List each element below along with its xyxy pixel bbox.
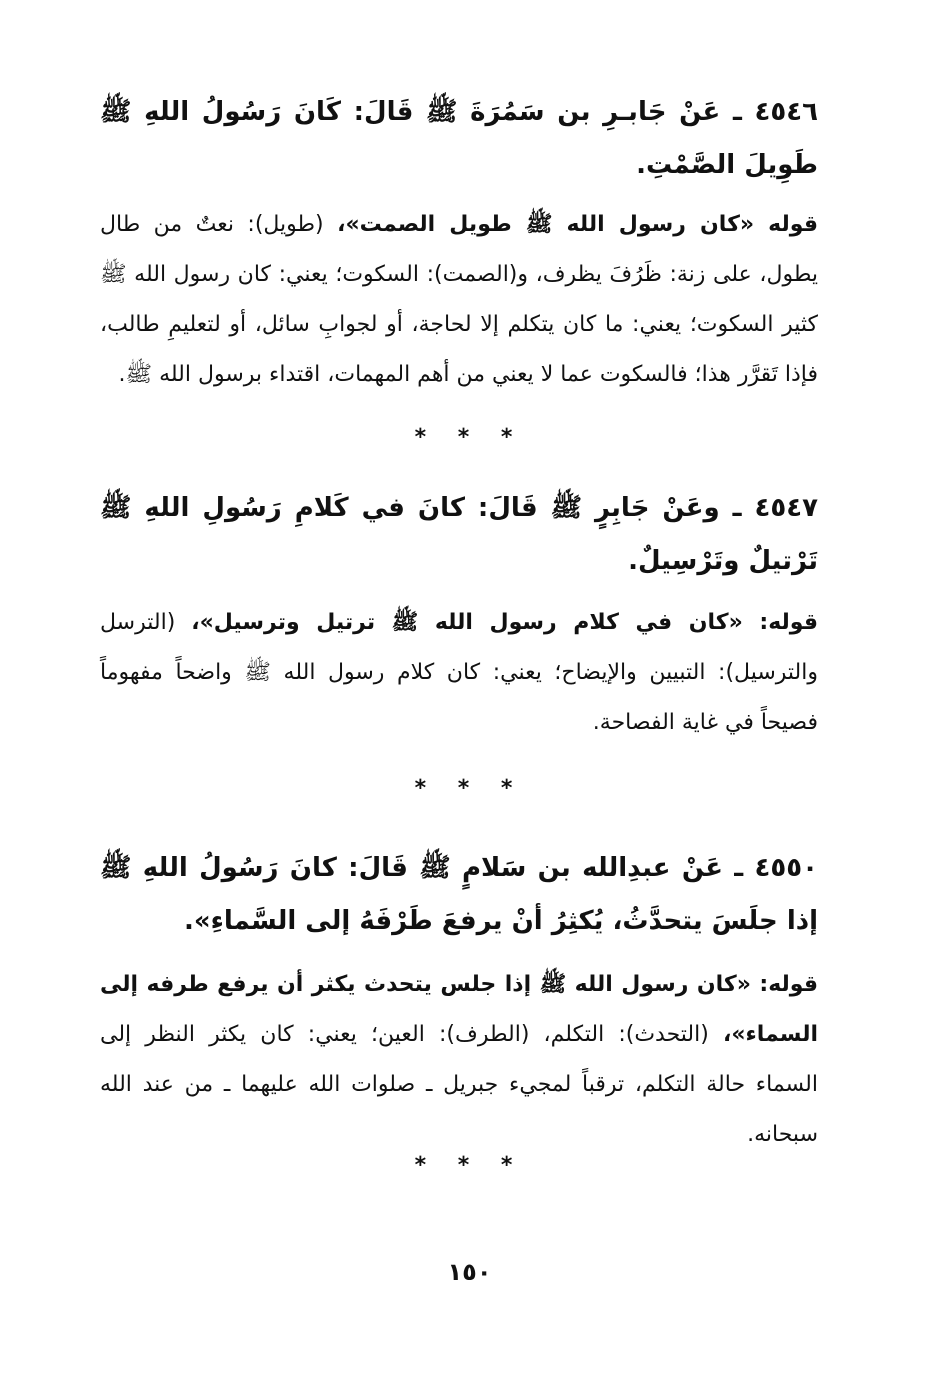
hadith-text: ٤٥٤٧ ـ وعَنْ جَابِرٍ ﷺ قَالَ: كانَ في كَلامِ رَسُولِ اللهِ ﷺ تَرْتيلٌ وتَرْسِيلٌ. (100, 493, 818, 576)
section-separator: * * * (414, 425, 525, 450)
commentary-4546 (100, 200, 818, 400)
commentary-quote: قوله «كان رسول الله ﷺ طويل الصمت»، (337, 212, 818, 237)
page-number: ١٥٠ (447, 1258, 492, 1286)
commentary-quote: قوله: «كان في كلام رسول الله ﷺ ترتيل وترسيل»، (191, 610, 818, 635)
commentary-body: (الترسل والترسيل): التبيين والإيضاح؛ يعني: كان كلام رسول الله ﷺ واضحاً مفهوماً فصيحاً في غاية الفصاحة. (100, 610, 818, 735)
commentary-body: (طويل): نعتٌ من طال يطول، على زنة: ظَرُفَ يظرف، و(الصمت): السكوت؛ يعني: كان رسول الله ﷺ كثير السكوت؛ يعني: ما كان يتكلم إلا لحاجة، أو لجوابِ سائل، أو لتعليمِ طالب، فإذا تَقرَّر هذا؛ فالسكوت عما لا يعني من أهم المهمات، اقتداء برسول الله ﷺ. (100, 212, 818, 387)
hadith-text: ٤٥٤٦ ـ عَنْ جَابـرِ بن سَمُرَةَ ﷺ قَالَ: كَانَ رَسُولُ اللهِ ﷺ طَوِيلَ الصَّمْتِ. (100, 97, 818, 180)
commentary-4547 (100, 598, 818, 748)
hadith-text: ٤٥٥٠ ـ عَنْ عبدِالله بن سَلامٍ ﷺ قَالَ: كانَ رَسُولُ اللهِ ﷺ إذا جلَسَ يتحدَّثُ، يُكثِرُ أنْ يرفعَ طَرْفَهُ إلى السَّماءِ». (100, 853, 818, 936)
commentary-quote: قوله: «كان رسول الله ﷺ إذا جلس يتحدث يكثر أن يرفع طرفه إلى السماء»، (100, 972, 818, 1047)
section-separator: * * * (414, 776, 525, 801)
hadith-4546 (100, 86, 818, 192)
hadith-4550 (100, 842, 818, 948)
section-separator: * * * (414, 1153, 525, 1178)
commentary-4550 (100, 960, 818, 1160)
commentary-body: (التحدث): التكلم، (الطرف): العين؛ يعني: كان يكثر النظر إلى السماء حالة التكلم، ترقباً لمجيء جبريل ـ صلوات الله عليهما ـ من عند الله سبحانه. (100, 1022, 818, 1147)
hadith-4547 (100, 482, 818, 588)
